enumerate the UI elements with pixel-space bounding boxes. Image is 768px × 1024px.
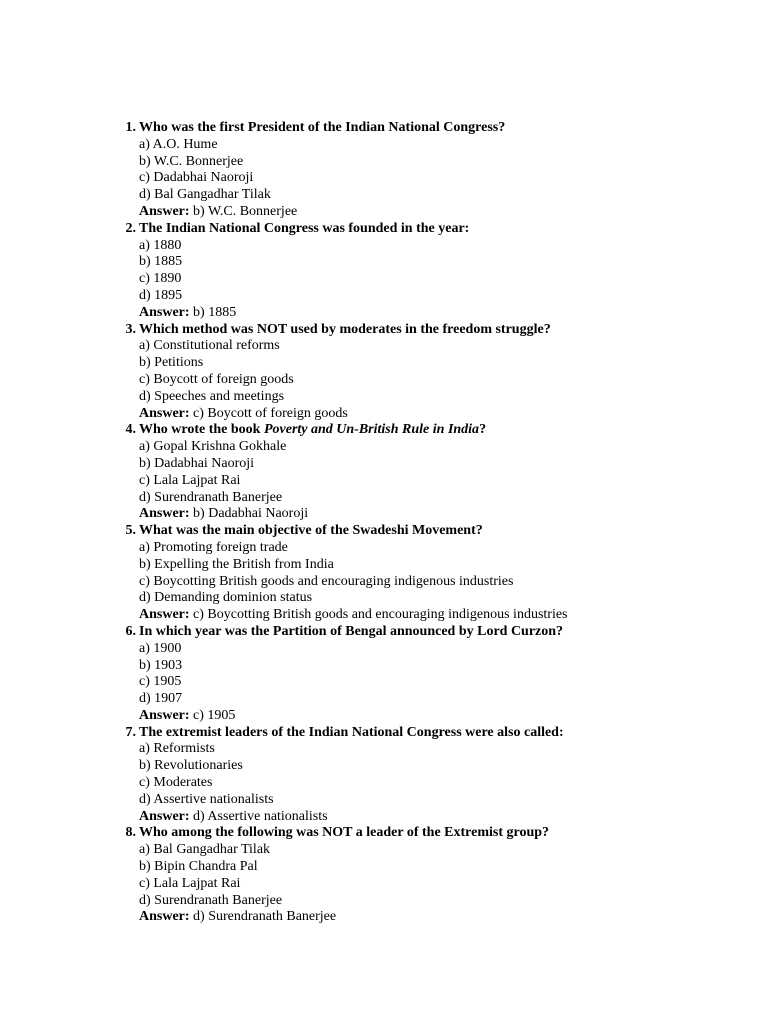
answer-line <box>112 406 752 423</box>
option-c: c) Lala Lajpat Rai <box>139 472 241 488</box>
option-b: b) 1903 <box>139 657 183 673</box>
option-b: b) Petitions <box>139 355 204 371</box>
question-line <box>112 221 752 238</box>
answer-line <box>112 607 752 624</box>
question-item <box>112 624 752 725</box>
answer-label: Answer: <box>139 707 190 723</box>
question-number: 2. <box>125 220 136 236</box>
answer-line <box>112 708 752 725</box>
answer-text: b) 1885 <box>189 304 237 320</box>
answer-label: Answer: <box>139 304 190 320</box>
question-text: The extremist leaders of the Indian National Congress were also called: <box>139 724 564 740</box>
option-b: b) Revolutionaries <box>139 758 243 774</box>
option-a: a) 1900 <box>139 640 182 656</box>
answer-text: c) 1905 <box>189 707 236 723</box>
question-text: In which year was the Partition of Bengal announced by Lord Curzon? <box>139 623 564 639</box>
question-number: 5. <box>125 523 136 539</box>
question-text: Who was the first President of the Indian National Congress? <box>139 120 506 135</box>
option-b: b) Bipin Chandra Pal <box>139 859 258 875</box>
option-c: c) Boycotting British goods and encouraging indigenous industries <box>139 573 514 589</box>
answer-text: d) Surendranath Banerjee <box>189 909 337 925</box>
option-d: d) Surendranath Banerjee <box>139 489 283 505</box>
option-a: a) Gopal Krishna Gokhale <box>139 439 287 455</box>
question-line <box>112 725 752 742</box>
question-number: 8. <box>125 825 136 841</box>
question-number: 7. <box>125 724 136 740</box>
option-d: d) Speeches and meetings <box>139 388 285 404</box>
question-number: 3. <box>125 321 136 337</box>
answer-label: Answer: <box>139 203 190 219</box>
question-text <box>139 422 486 437</box>
option-d: d) 1895 <box>139 287 183 303</box>
answer-line <box>112 204 752 221</box>
option-a: a) Constitutional reforms <box>139 338 280 354</box>
question-text-part: ? <box>479 422 487 438</box>
option-d: d) Demanding dominion status <box>139 590 313 606</box>
option-c: c) Lala Lajpat Rai <box>139 875 241 891</box>
answer-label: Answer: <box>139 909 190 925</box>
question-line <box>112 322 752 339</box>
answer-text: d) Assertive nationalists <box>189 808 328 824</box>
option-d: d) Assertive nationalists <box>139 791 274 807</box>
option-d: d) 1907 <box>139 691 183 707</box>
question-number: 4. <box>125 422 136 438</box>
option-c: c) Dadabhai Naoroji <box>139 170 254 186</box>
question-number: 6. <box>125 623 136 639</box>
option-a: a) 1880 <box>139 237 182 253</box>
question-text: Which method was NOT used by moderates in the freedom struggle? <box>139 321 551 337</box>
option-b: b) Expelling the British from India <box>139 556 334 572</box>
option-b: b) Dadabhai Naoroji <box>139 455 255 471</box>
question-text: Who among the following was NOT a leader of the Extremist group? <box>139 825 550 841</box>
question-text: What was the main objective of the Swadeshi Movement? <box>139 523 483 539</box>
question-text: The Indian National Congress was founded in the year: <box>139 220 470 236</box>
question-number: 1. <box>125 120 136 135</box>
question-line <box>112 120 752 137</box>
answer-text: c) Boycott of foreign goods <box>189 405 348 421</box>
question-item <box>112 422 752 523</box>
question-item <box>112 221 752 322</box>
question-line <box>112 523 752 540</box>
answer-line <box>112 305 752 322</box>
question-item <box>112 825 752 926</box>
option-c: c) 1905 <box>139 674 182 690</box>
option-b: b) W.C. Bonnerjee <box>139 153 244 169</box>
option-c: c) Moderates <box>139 775 213 791</box>
option-c: c) Boycott of foreign goods <box>139 371 294 387</box>
answer-line <box>112 909 752 926</box>
question-item <box>112 120 752 221</box>
answer-text: b) Dadabhai Naoroji <box>189 506 309 522</box>
option-a: a) Bal Gangadhar Tilak <box>139 842 271 858</box>
option-c: c) 1890 <box>139 271 182 287</box>
answer-label: Answer: <box>139 506 190 522</box>
option-d: d) Bal Gangadhar Tilak <box>139 187 271 203</box>
question-text-part: Who wrote the book <box>139 422 264 438</box>
question-item <box>112 725 752 826</box>
question-item <box>112 322 752 423</box>
answer-label: Answer: <box>139 405 190 421</box>
answer-label: Answer: <box>139 808 190 824</box>
answer-line <box>112 809 752 826</box>
question-item <box>112 523 752 624</box>
option-a: a) A.O. Hume <box>139 136 218 152</box>
question-line <box>112 825 752 842</box>
answer-text: b) W.C. Bonnerjee <box>189 203 298 219</box>
question-line <box>112 422 752 439</box>
question-line <box>112 624 752 641</box>
book-title: Poverty and Un-British Rule in India <box>263 422 480 438</box>
option-d: d) Surendranath Banerjee <box>139 892 283 908</box>
option-b: b) 1885 <box>139 254 183 270</box>
option-a: a) Reformists <box>139 741 215 757</box>
answer-line <box>112 506 752 523</box>
answer-label: Answer: <box>139 607 190 623</box>
question-list <box>112 120 752 926</box>
answer-text: c) Boycotting British goods and encouraging indigenous industries <box>189 607 568 623</box>
option-a: a) Promoting foreign trade <box>139 539 288 555</box>
